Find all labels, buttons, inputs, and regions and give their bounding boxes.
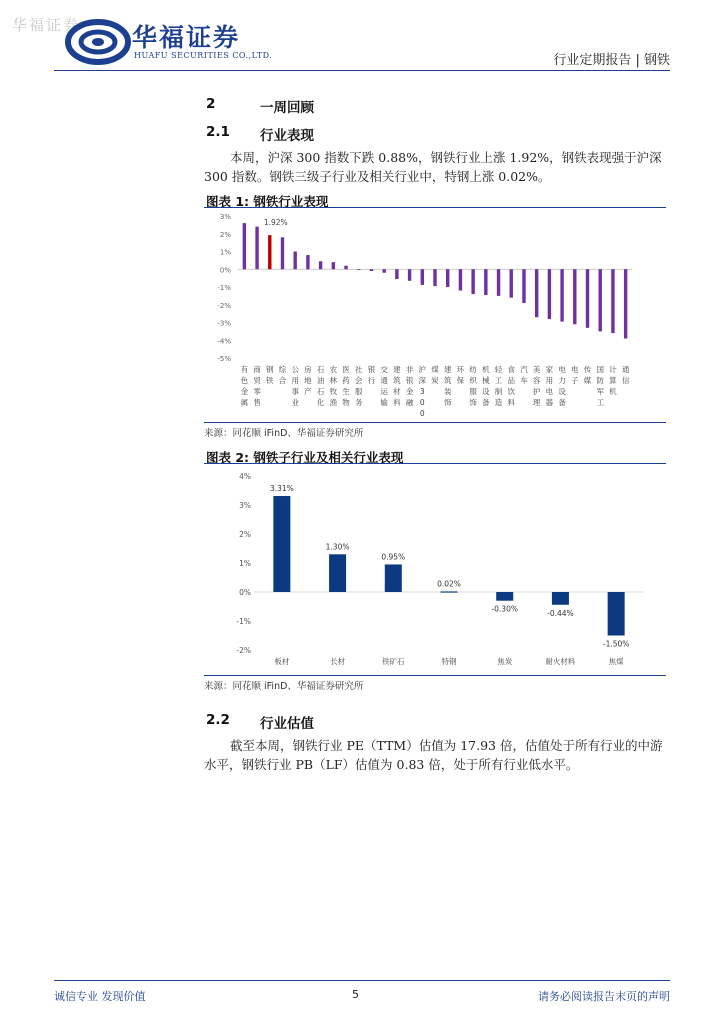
x-tick-label: 渔 [329,398,338,407]
x-tick-label: 品 [507,376,516,385]
subsection-number: 2.2 [206,712,230,728]
x-tick-label: 运 [380,387,388,396]
x-tick-label: 纺 [469,365,477,374]
x-tick-label: 饰 [443,398,452,407]
x-tick-label: 备 [558,398,566,407]
page-number: 5 [352,988,359,1001]
bar [484,269,487,295]
x-tick-label: 用 [545,376,554,385]
performance-paragraph: 本周，沪深 300 指数下跌 0.88%，钢铁行业上涨 1.92%，钢铁表现强于沪深 300 指数。钢铁三级子行业及相关行业中，特钢上涨 0.02%。 [204,150,662,184]
x-tick-label: 理 [532,398,541,407]
x-tick-label: 物 [342,398,350,407]
x-tick-label: 煤 [431,365,439,374]
x-tick-label: 油 [316,376,325,385]
x-tick-label: 媒 [583,376,592,385]
y-tick-label: -3% [217,319,231,328]
figure-2-bottom-rule [204,675,666,676]
x-tick-label: 石 [316,365,325,374]
x-tick-label: 械 [482,376,490,385]
company-name-en: HUAFU SECURITIES CO.,LTD. [134,51,273,60]
x-tick-label: 装 [443,387,452,396]
figure-1-title: 图表 1: 钢铁行业表现 [206,194,329,209]
section-title: 一周回顾 [260,100,314,116]
x-tick-label: 设 [558,387,566,396]
bar [548,269,551,319]
x-tick-label: 工 [494,376,503,385]
x-tick-label: 器 [545,398,554,407]
x-tick-label: 医 [342,365,350,374]
x-tick-label: 交 [380,365,388,374]
x-tick-label: 家 [545,365,554,374]
x-tick-label: 银 [367,365,376,374]
x-tick-label: 护 [532,387,541,396]
x-tick-label: 行 [367,376,376,385]
x-tick-label: 美 [532,365,541,374]
bar [243,223,246,269]
bar [624,269,627,338]
bar [586,269,589,328]
x-tick-label: 车 [520,376,528,385]
data-label: 1.92% [263,218,288,228]
valuation-paragraph: 截至本周，钢铁行业 PE（TTM）估值为 17.93 倍，估值处于所有行业的中游水平，钢铁行业 PB（LF）估值为 0.83 倍，处于所有行业低水平。 [204,738,663,772]
x-tick-label: 钢 [266,365,274,374]
x-tick-label: 轻 [494,365,503,374]
bar [306,255,309,269]
bar [459,269,462,290]
y-tick-label: -5% [217,355,231,363]
x-tick-label: 综 [278,365,287,374]
bar [599,269,602,331]
data-label: 3.31% [269,484,294,494]
figure-2-source: 来源：同花顺 iFinD、华福证券研究所 [204,681,364,692]
y-tick-label: 4% [239,472,251,481]
x-tick-label: 服 [354,387,363,396]
x-tick-label: 料 [393,398,401,407]
x-tick-label: 饮 [507,387,516,396]
bar [535,269,538,317]
y-tick-label: -2% [217,301,231,310]
bar [268,235,271,269]
data-label: -0.44% [547,608,574,618]
x-tick-label: 炭 [431,376,439,385]
x-tick-label: 业 [291,398,299,407]
data-label: -0.30% [491,604,518,614]
x-tick-label: 防 [596,376,604,385]
bar [332,262,335,269]
figure-1-source: 来源：同花顺 iFinD、华福证券研究所 [204,428,364,439]
x-tick-label: 食 [507,365,516,374]
x-tick-label: 造 [494,398,503,407]
header-divider [54,70,670,71]
bar [395,269,398,279]
x-tick-label: 耐火材料 [545,657,576,666]
x-tick-label: 汽 [520,365,528,374]
bar [344,266,347,270]
bar [441,591,458,592]
x-tick-label: 零 [253,387,261,396]
y-tick-label: 2% [219,230,231,239]
bar [608,592,625,636]
x-tick-label: 信 [621,376,630,385]
bar [446,269,449,287]
x-tick-label: 色 [240,376,249,385]
x-tick-label: 容 [532,376,541,385]
y-tick-label: 1% [219,248,231,257]
x-tick-label: 0 [419,409,425,418]
bar [281,237,284,269]
x-tick-label: 国 [596,365,604,374]
x-tick-label: 农 [329,365,338,374]
y-tick-label: 3% [219,213,231,221]
x-tick-label: 产 [304,387,312,396]
section-number: 2 [206,96,216,112]
x-tick-label: 商 [253,365,261,374]
bar [496,592,513,601]
bar [433,269,436,286]
x-tick-label: 环 [456,365,465,374]
subsection-title: 行业估值 [260,716,314,732]
x-tick-label: 金 [405,387,414,396]
x-tick-label: 融 [405,398,414,407]
figure-2-title: 图表 2: 钢铁子行业及相关行业表现 [206,450,404,465]
x-tick-label: 子 [571,376,579,385]
x-tick-label: 电 [558,365,566,374]
bar [510,269,513,297]
x-tick-label: 用 [291,376,299,385]
x-tick-label: 化 [316,398,325,407]
y-tick-label: 1% [239,559,251,568]
x-tick-label: 有 [240,365,249,374]
x-tick-label: 会 [354,376,363,385]
x-tick-label: 筑 [393,376,401,385]
x-tick-label: 银 [405,376,414,385]
bar [497,269,500,296]
bar [293,252,296,270]
x-tick-label: 生 [342,387,350,396]
bar [471,269,474,294]
x-tick-label: 备 [482,398,490,407]
x-tick-label: 算 [609,376,617,385]
x-tick-label: 力 [558,376,566,385]
x-tick-label: 通 [621,365,630,374]
x-tick-label: 非 [405,365,414,374]
x-tick-label: 建 [443,365,452,374]
x-tick-label: 特钢 [441,657,457,666]
data-label: 0.02% [437,579,461,589]
x-tick-label: 铁 [266,376,274,385]
x-tick-label: 售 [253,398,261,407]
x-tick-label: 3 [419,387,425,396]
x-tick-label: 社 [354,365,363,374]
x-tick-label: 机 [609,387,617,396]
bar [560,269,563,321]
x-tick-label: 建 [393,365,401,374]
sub-industry-performance-chart [204,464,666,674]
y-tick-label: 3% [239,501,251,510]
x-tick-label: 房 [304,365,312,374]
x-tick-label: 机 [482,365,490,374]
x-tick-label: 输 [380,398,388,407]
data-label: -1.50% [602,639,630,649]
x-tick-label: 电 [545,387,554,396]
x-tick-label: 铁矿石 [382,657,405,666]
x-tick-label: 长材 [330,657,346,666]
x-tick-label: 0 [419,398,425,407]
subsection-number: 2.1 [206,124,230,140]
x-tick-label: 设 [482,387,490,396]
bar [552,592,569,605]
y-tick-label: -2% [236,646,251,655]
data-label: 0.95% [381,552,406,562]
x-tick-label: 公 [291,365,299,374]
x-tick-label: 合 [278,376,287,385]
x-tick-label: 工 [596,398,604,407]
x-tick-label: 传 [583,365,592,374]
x-tick-label: 焦炭 [497,657,513,666]
x-tick-label: 石 [316,387,325,396]
x-tick-label: 保 [456,376,465,385]
footer-disclaimer: 请务必阅读报告末页的声明 [538,990,670,1003]
y-tick-label: 0% [219,266,231,275]
x-tick-label: 饰 [469,398,477,407]
x-tick-label: 林 [329,376,338,385]
bar [522,269,525,303]
watermark-text: 华福证券 [12,16,81,34]
y-tick-label: -4% [217,337,231,346]
bar [611,269,614,333]
x-tick-label: 筑 [443,376,452,385]
footer-slogan: 诚信专业 发现价值 [54,990,146,1003]
bar [573,269,576,324]
x-tick-label: 织 [469,376,477,385]
bar [329,554,346,592]
y-tick-label: -1% [217,284,231,292]
bar [273,496,290,592]
bar [319,261,322,269]
bar [408,269,411,281]
x-tick-label: 通 [380,376,388,385]
data-label: 1.30% [325,542,350,552]
subsection-title: 行业表现 [260,128,314,144]
x-tick-label: 焦煤 [608,657,624,666]
x-tick-label: 务 [354,398,363,407]
x-tick-label: 制 [494,387,503,396]
footer-divider [54,980,670,981]
bar [421,269,424,285]
x-tick-label: 板材 [274,657,290,666]
x-tick-label: 药 [342,376,350,385]
x-tick-label: 沪 [418,365,427,374]
bar [382,269,385,273]
bar [357,269,360,270]
x-tick-label: 属 [240,398,249,407]
x-tick-label: 料 [507,398,516,407]
figure-1-bottom-rule [204,422,666,423]
bar [255,227,258,270]
y-tick-label: 0% [239,588,251,597]
report-type: 行业定期报告 | 钢铁 [553,53,670,68]
y-tick-label: -1% [236,617,251,626]
x-tick-label: 材 [393,387,401,396]
x-tick-label: 贸 [253,376,261,385]
x-tick-label: 电 [571,365,579,374]
x-tick-label: 军 [596,387,604,396]
y-tick-label: 2% [239,530,251,539]
industry-performance-chart [204,208,666,422]
bar [385,564,402,592]
bar [370,269,373,271]
company-name-cn: 华福证券 [132,23,241,52]
x-tick-label: 牧 [329,387,338,396]
x-tick-label: 金 [240,387,249,396]
x-tick-label: 服 [469,387,477,396]
x-tick-label: 事 [291,387,299,396]
x-tick-label: 计 [609,365,617,374]
x-tick-label: 深 [418,376,427,385]
x-tick-label: 地 [304,376,312,385]
